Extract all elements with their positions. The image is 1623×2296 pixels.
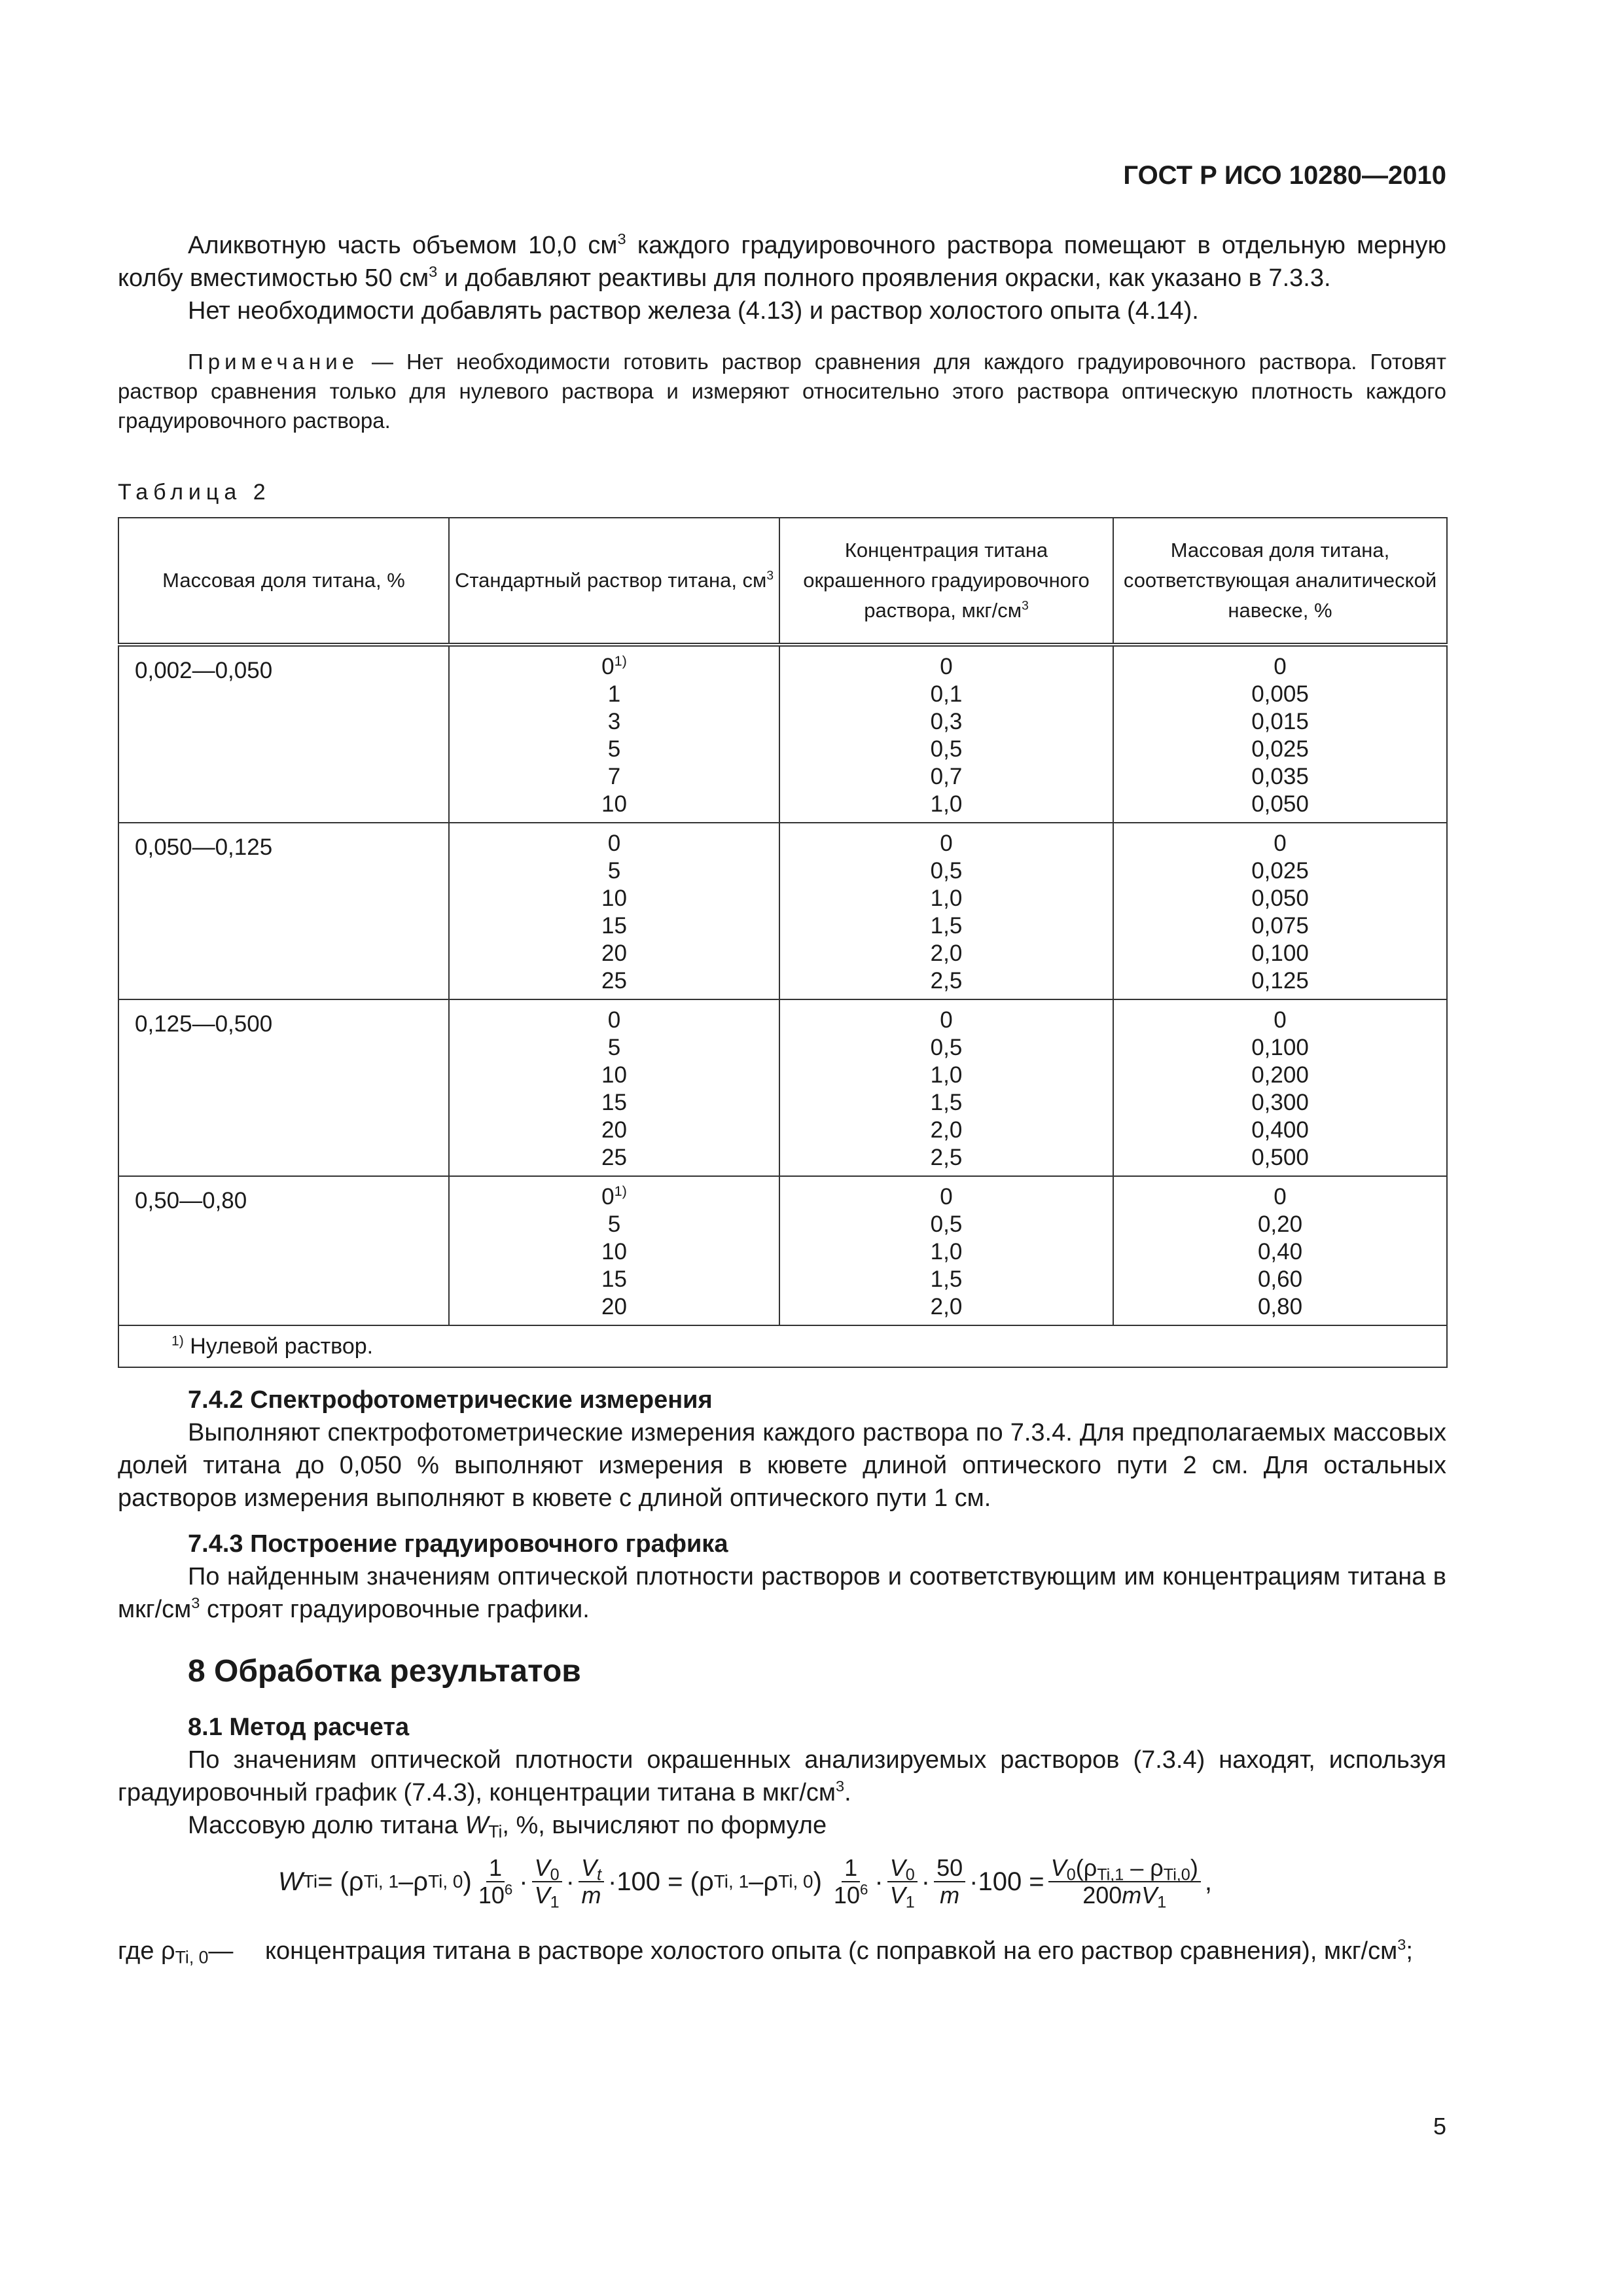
- cell-value: 5: [607, 1211, 621, 1237]
- table-footnote: $^{1)}$ Нулевой раствор.: [118, 1325, 1447, 1367]
- cell-value: 10: [601, 1239, 627, 1265]
- table-row: [118, 999, 1447, 1176]
- section-8-title: 8 Обработка результатов: [188, 1654, 581, 1689]
- note-label: Примечание: [188, 350, 359, 374]
- cell-value: 0,400: [1251, 1117, 1309, 1143]
- fraction-1-over-10e6-b: $\frac{1}{10^6}$: [833, 1854, 868, 1909]
- cell-fractions: [1113, 645, 1447, 823]
- section-8-1-text: По значениям оптической плотности окрашенных анализируемых растворов (7.3.4) находят, используя градуировочный график (7.4.3), концентрации титана в мкг/$см^3$.: [118, 1746, 1446, 1806]
- table-caption: Таблица 2: [118, 480, 271, 505]
- cell-value: 0,300: [1251, 1090, 1309, 1115]
- cell-value: 1,0: [930, 791, 963, 817]
- fraction-vt-over-m: $\frac{V_t}{m}$: [579, 1855, 604, 1909]
- cell-concentrations: [779, 1176, 1113, 1325]
- cell-fractions: [1113, 1176, 1447, 1325]
- cell-value: 0,075: [1251, 913, 1309, 939]
- cell-value: 7: [607, 764, 621, 789]
- table-row: [118, 645, 1447, 823]
- paragraph-aliquot: Аликвотную часть объемом 10,0 $см^3$ каждого градуировочного раствора помещают в отдельную мерную колбу вместимостью 50 $см^3$ и добавляют реактивы для полного проявления окраски, как указано в 7.3.3.: [118, 230, 1447, 292]
- cell-value: 1,5: [930, 1090, 963, 1115]
- header-mass-fraction-sample: Массовая доля титана, соответствующая аналитической навеске, %: [1113, 518, 1447, 645]
- cell-range: 0,002—0,050: [118, 645, 449, 823]
- cell-value: 15: [601, 913, 627, 939]
- cell-value: 10: [601, 791, 627, 817]
- cell-value: 5: [607, 736, 621, 762]
- fraction-result: $\frac{V_0(\rho_{Ti,1} - \rho_{Ti,0})}{200mV_1}$: [1048, 1855, 1201, 1909]
- table-header-row: [118, 518, 1447, 645]
- cell-volumes: [449, 999, 779, 1176]
- cell-value: 25: [601, 1145, 627, 1170]
- cell-value: 0,5: [930, 1035, 963, 1060]
- table-row: [118, 1176, 1447, 1325]
- formula-intro: Массовую долю титана $W_{Ti}$, %, вычисляют по формуле: [188, 1812, 827, 1842]
- cell-value: 2,0: [930, 941, 963, 966]
- formula: W Ti = ( ρ Ti, 1 – ρ Ti, 0 ) $\frac{1}{10^6}$ · $\frac{V_0}{V_1}$ · $\frac{V_t}{m}$ · 100 = ( ρ Ti, 1 – ρ Ti, 0 ) $\frac{1}{10^6}$ · $\frac{V_0}{V_1}$ · $\frac{50}{m}$ · 100 = $\frac{V_0(\rho_{Ti,1} - \rho_{Ti,0})}{200mV_1}$ ,: [278, 1854, 1212, 1912]
- fraction-1-over-10e6: $\frac{1}{10^6}$: [478, 1854, 513, 1909]
- cell-value: 2,5: [930, 968, 963, 994]
- cell-value: 1,5: [930, 1266, 963, 1292]
- cell-range: 0,050—0,125: [118, 823, 449, 999]
- cell-value: 0,80: [1257, 1294, 1303, 1319]
- cell-value: 0: [1274, 831, 1287, 856]
- cell-value: 5: [607, 858, 621, 884]
- paragraph-no-iron: Нет необходимости добавлять раствор железа (4.13) и раствор холостого опыта (4.14).: [188, 297, 1199, 325]
- cell-value: 25: [601, 968, 627, 994]
- cell-fractions: [1113, 823, 1447, 999]
- footnote-mark: 1): [614, 652, 627, 669]
- footnote-mark: 1): [614, 1182, 627, 1199]
- cell-range: 0,50—0,80: [118, 1176, 449, 1325]
- cell-value: 0,025: [1251, 736, 1309, 762]
- cell-value: 0: [940, 654, 953, 679]
- cell-value: 1: [607, 681, 621, 707]
- cell-value: 1,0: [930, 886, 963, 911]
- cell-value: 0,40: [1257, 1239, 1303, 1265]
- cell-value: 0,100: [1251, 941, 1309, 966]
- formula-legend: где $\rho_{Ti, 0}—$ концентрация титана в растворе холостого опыта (с поправкой на его раствор сравнения), мкг/$см^3$;: [118, 1935, 1413, 1967]
- cell-value: 0: [940, 831, 953, 856]
- cell-value: 20: [601, 1294, 627, 1319]
- cell-value: 0: [940, 1007, 953, 1033]
- cell-value: 15: [601, 1266, 627, 1292]
- cell-concentrations: [779, 823, 1113, 999]
- header-standard-solution: Стандартный раствор титана, $см^3$: [449, 518, 779, 645]
- cell-value: 1,0: [930, 1062, 963, 1088]
- cell-fractions: [1113, 999, 1447, 1176]
- cell-value: 0,60: [1257, 1266, 1303, 1292]
- cell-value: 0,200: [1251, 1062, 1309, 1088]
- cell-value: 0,050: [1251, 791, 1309, 817]
- cell-volumes: [449, 823, 779, 999]
- document-standard-number: ГОСТ Р ИСО 10280—2010: [1123, 161, 1446, 190]
- header-concentration: Концентрация титана окрашенного градуировочного раствора, мкг/$см^3$: [779, 518, 1113, 645]
- note-text: — Нет необходимости готовить раствор сравнения для каждого градуировочного раствора. Готовят раствор сравнения только для нулевого раствора и измеряют относительно этого раствора оптическую плотность каждого градуировочного раствора.: [118, 350, 1446, 433]
- cell-value: 0,100: [1251, 1035, 1309, 1060]
- page-content: [118, 229, 1446, 1967]
- section-7-4-3-title: 7.4.3 Построение градуировочного графика: [188, 1530, 728, 1558]
- note: [118, 347, 1446, 435]
- cell-value: 0,20: [1257, 1211, 1303, 1237]
- table-footnote-row: [118, 1325, 1447, 1367]
- cell-volumes: [449, 1176, 779, 1325]
- cell-value: 0,025: [1251, 858, 1309, 884]
- cell-value: 0,500: [1251, 1145, 1309, 1170]
- cell-value: 3: [607, 709, 621, 734]
- cell-concentrations: [779, 999, 1113, 1176]
- cell-value: 1,5: [930, 913, 963, 939]
- cell-value: 5: [607, 1035, 621, 1060]
- cell-value: 0: [1274, 1007, 1287, 1033]
- cell-value: 0,5: [930, 736, 963, 762]
- cell-value: 0,1: [930, 681, 963, 707]
- cell-value: 0,035: [1251, 764, 1309, 789]
- cell-value: 0,7: [930, 764, 963, 789]
- cell-value: 0,3: [930, 709, 963, 734]
- table-body: [118, 645, 1447, 1325]
- cell-concentrations: [779, 645, 1113, 823]
- cell-value: 0: [607, 831, 621, 856]
- cell-value: 15: [601, 1090, 627, 1115]
- cell-value: 0,125: [1251, 968, 1309, 994]
- cell-value: 2,0: [930, 1117, 963, 1143]
- cell-value: 0,5: [930, 1211, 963, 1237]
- fraction-v0-over-v1-b: $\frac{V_0}{V_1}$: [887, 1855, 918, 1909]
- cell-value: 20: [601, 1117, 627, 1143]
- cell-range: 0,125—0,500: [118, 999, 449, 1176]
- fraction-v0-over-v1: $\frac{V_0}{V_1}$: [532, 1855, 562, 1909]
- section-7-4-2-title: 7.4.2 Спектрофотометрические измерения: [188, 1386, 713, 1414]
- cell-value: 0,050: [1251, 886, 1309, 911]
- cell-value: 0: [607, 1007, 621, 1033]
- header-mass-fraction-range: Массовая доля титана, %: [118, 518, 449, 645]
- cell-value: 0,5: [930, 858, 963, 884]
- cell-value: 0,015: [1251, 709, 1309, 734]
- section-7-4-3-text: По найденным значениям оптической плотности растворов и соответствующим им концентрациям титана в мкг/$см^3$ строят градуировочные графики.: [118, 1563, 1446, 1623]
- cell-value: 0$^{1)}$: [601, 1182, 627, 1210]
- calibration-table: [118, 517, 1448, 1368]
- cell-value: 2,0: [930, 1294, 963, 1319]
- fraction-50-over-m: $\frac{50}{m}$: [934, 1855, 965, 1909]
- cell-value: 0: [1274, 1184, 1287, 1210]
- cell-value: 0$^{1)}$: [601, 652, 627, 679]
- cell-value: 20: [601, 941, 627, 966]
- cell-value: 1,0: [930, 1239, 963, 1265]
- table-row: [118, 823, 1447, 999]
- section-8-1-title: 8.1 Метод расчета: [188, 1713, 410, 1741]
- cell-value: 0,005: [1251, 681, 1309, 707]
- section-7-4-2-text: Выполняют спектрофотометрические измерения каждого раствора по 7.3.4. Для предполагаемых массовых долей титана до 0,050 % выполняют измерения в кювете длиной оптического пути 2 см. Для остальных растворов измерения выполняют в кювете с длиной оптического пути 1 см.: [118, 1419, 1446, 1512]
- cell-value: 10: [601, 1062, 627, 1088]
- cell-value: 10: [601, 886, 627, 911]
- page-number: 5: [1433, 2113, 1446, 2140]
- cell-value: 0: [1274, 654, 1287, 679]
- cell-volumes: [449, 645, 779, 823]
- cell-value: 0: [940, 1184, 953, 1210]
- cell-value: 2,5: [930, 1145, 963, 1170]
